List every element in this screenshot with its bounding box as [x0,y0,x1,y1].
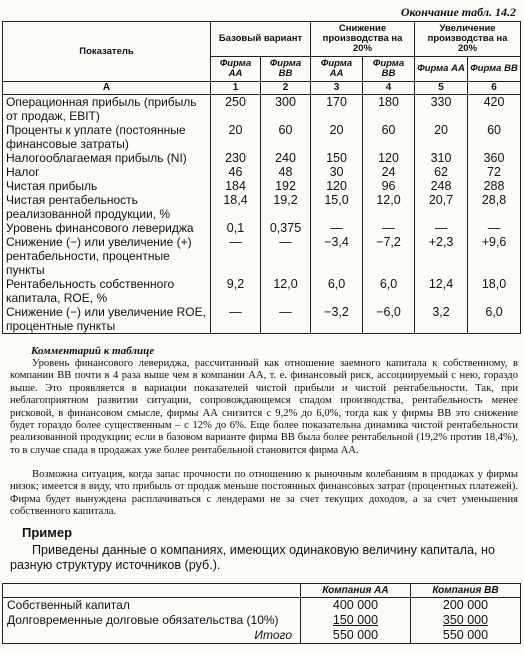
row-value: 6,0 [468,305,521,334]
column-index: А [3,82,211,95]
table-row [3,235,521,277]
row-value: 0,375 [261,221,311,235]
row-value: 300 [261,95,311,124]
row-value: 12,0 [363,193,415,221]
row-label: Операционная прибыль (прибыль от продаж, EBIT) [3,95,211,124]
table-row [3,598,521,614]
row-value: 6,0 [363,277,415,305]
row-value: 240 [261,151,311,165]
comment-paragraph: Уровень финансового левериджа, рассчитанный как отношение заемного капитала к собственному, в компании ВВ почти в 4 раза выше чем в компании АА, т. е. финансовый риск, ассоциируемый с нею, гораздо выше. Это проявляется в вариации показателей чистой прибыли и чистой рентабельности. Так, при неблагоприятном развитии ситуации, сопровождающемся спадом производства, рентабельность менее рисковой, в финансовом смысле, фирмы АА снизится с 9,2% до 6,0%, тогда как у фирмы ВВ это снижение будет гораздо более существенным – с 12% до 6%. Еще более показательна динамика чистой рентабельности реализованной продукции; если в базовом варианте фирма ВВ была более рентабельной (19,2% против 18,4%), то в случае спада в продажах уже более рентабельной становится фирма АА. [10,358,518,456]
table-row [3,277,521,305]
row-label: Проценты к уплате (постоянные финансовые затраты) [3,123,211,151]
row-label: Долговременные долговые обязательства (10%) [3,613,301,628]
cell-aa: 150 000 [301,613,411,628]
table-caption: Окончание табл. 14.2 [400,5,516,19]
row-value: 288 [468,179,521,193]
header-firm: Фирма АА [311,57,363,82]
header-group-increase: Увеличение производства на 20% [415,22,521,57]
row-value: — [363,221,415,235]
row-value: +9,6 [468,235,521,277]
row-value: 184 [211,179,261,193]
header-firm: Фирма АА [211,57,261,82]
row-value: — [415,221,468,235]
row-label: Чистая рентабельность реализованной продукции, % [3,193,211,221]
row-value: 60 [363,123,415,151]
row-value: 18,4 [211,193,261,221]
row-label: Собственный капитал [3,598,301,614]
row-value: 96 [363,179,415,193]
row-value: 15,0 [311,193,363,221]
comment-title: Комментарий к таблице [31,345,155,357]
cell-aa: 550 000 [301,628,411,644]
table-row-total [3,628,521,644]
row-label-total: Итого [3,628,301,644]
row-value: 6,0 [311,277,363,305]
table-row [3,95,521,124]
header-company-bb: Компания ВВ [411,584,521,598]
row-value: −3,2 [311,305,363,334]
row-value: 12,4 [415,277,468,305]
row-value: 28,8 [468,193,521,221]
table-row [3,613,521,628]
header-firm: Фирма АА [415,57,468,82]
row-label: Налог [3,165,211,179]
cell-bb: 200 000 [411,598,521,614]
row-label: Уровень финансового левериджа [3,221,211,235]
row-value: — [211,305,261,334]
row-value: — [261,305,311,334]
column-index: 2 [261,82,311,95]
row-label: Рентабельность собственного капитала, ROE, % [3,277,211,305]
header-firm: Фирма ВВ [363,57,415,82]
row-value: 72 [468,165,521,179]
row-value: — [468,221,521,235]
cell-aa: 400 000 [301,598,411,614]
row-value: 62 [415,165,468,179]
row-value: — [311,221,363,235]
row-value: — [211,235,261,277]
capital-structure-table [2,583,521,644]
row-value: 248 [415,179,468,193]
table-row [3,151,521,165]
row-label: Снижение (−) или увеличение ROE, процентные пункты [3,305,211,334]
row-label: Снижение (−) или увеличение (+) рентабельности, процентные пункты [3,235,211,277]
row-value: 20 [211,123,261,151]
table-row [3,193,521,221]
row-value: 330 [415,95,468,124]
row-value: 360 [468,151,521,165]
row-value: 20 [311,123,363,151]
leverage-table [2,21,521,334]
header-group-base: Базовый вариант [211,22,311,57]
row-value: 20,7 [415,193,468,221]
column-index: 1 [211,82,261,95]
table-row [3,179,521,193]
table-row [3,221,521,235]
header-group-decrease: Снижение производства на 20% [311,22,415,57]
row-value: 120 [363,151,415,165]
row-value: — [261,235,311,277]
row-value: 46 [211,165,261,179]
row-value: 120 [311,179,363,193]
column-index: 4 [363,82,415,95]
header-indicator: Показатель [3,22,211,82]
header-firm: Фирма ВВ [261,57,311,82]
row-value: 60 [261,123,311,151]
row-value: 250 [211,95,261,124]
row-value: 18,0 [468,277,521,305]
row-value: 19,2 [261,193,311,221]
row-value: 12,0 [261,277,311,305]
row-value: −7,2 [363,235,415,277]
row-value: 192 [261,179,311,193]
column-index: 3 [311,82,363,95]
header-firm: Фирма ВВ [468,57,521,82]
row-value: +2,3 [415,235,468,277]
row-value: −6,0 [363,305,415,334]
leverage-table-body [3,95,521,334]
row-value: 0,1 [211,221,261,235]
row-value: 30 [311,165,363,179]
cell-bb: 550 000 [411,628,521,644]
header-empty [3,584,301,598]
table-row [3,123,521,151]
example-title: Пример [22,525,73,540]
row-value: 310 [415,151,468,165]
row-value: 3,2 [415,305,468,334]
row-value: −3,4 [311,235,363,277]
row-value: 180 [363,95,415,124]
row-value: 48 [261,165,311,179]
row-label: Чистая прибыль [3,179,211,193]
row-value: 420 [468,95,521,124]
row-value: 150 [311,151,363,165]
row-label: Налогооблагаемая прибыль (NI) [3,151,211,165]
column-index: 6 [468,82,521,95]
comment-paragraph: Возможна ситуация, когда запас прочности по отношению к рыночным колебаниям в продажах у фирмы низок; имеется в виду, что прибыль от продаж меньше постоянных финансовых затрат (процентных платежей). Фирма будет вынуждена расплачиваться с лендерами не за счет текущих доходов, а за счет уменьшения собственного капитала. [10,469,518,518]
cell-bb: 350 000 [411,613,521,628]
row-value: 230 [211,151,261,165]
row-value: 9,2 [211,277,261,305]
column-index: 5 [415,82,468,95]
row-value: 24 [363,165,415,179]
row-value: 20 [415,123,468,151]
example-text: Приведены данные о компаниях, имеющих одинаковую величину капитала, но разную структуру источников (руб.). [10,543,495,572]
table-row [3,165,521,179]
row-value: 170 [311,95,363,124]
table-row [3,305,521,334]
row-value: 60 [468,123,521,151]
header-company-aa: Компания АА [301,584,411,598]
